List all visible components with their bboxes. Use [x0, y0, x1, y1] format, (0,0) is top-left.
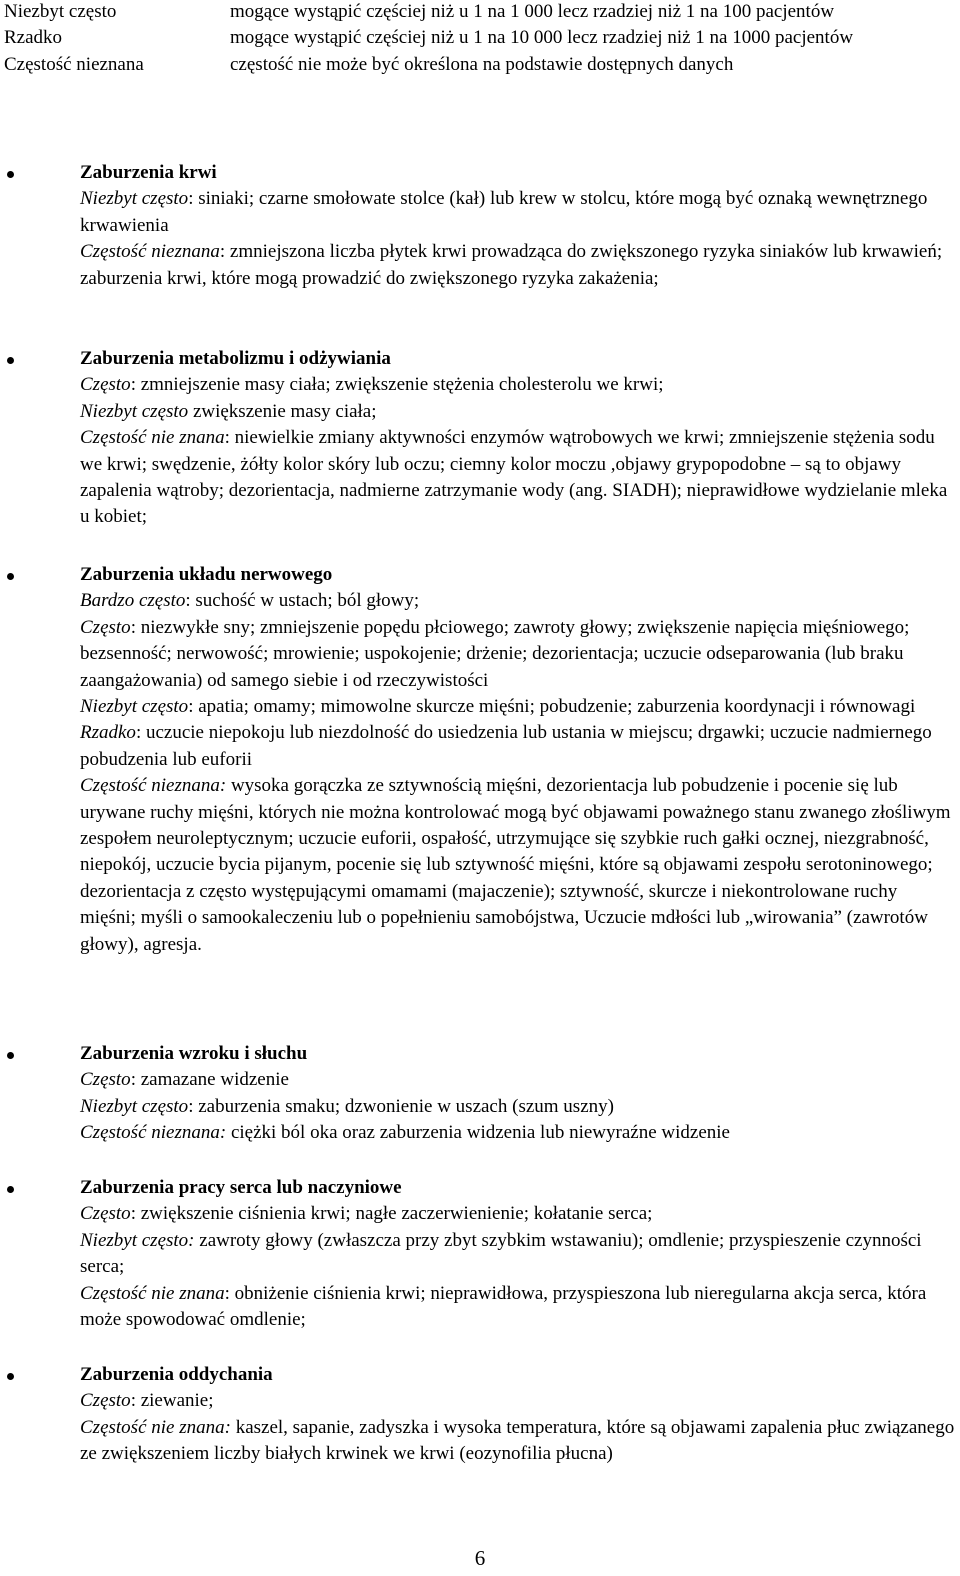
- frequency-label: Często: [80, 1069, 131, 1091]
- frequency-label: Niezbyt często: [80, 188, 189, 210]
- entry: Często: niezwykłe sny; zmniejszenie popędu płciowego; zawroty głowy; zwiększenie napięcia mięśniowego; bezsenność; nerwowość; mrowienie; uspokojenie; drżenie; dezorientacja; uczucie odseparowania (lub braku zaangażowania) od samego siebie i od rzeczywistości: [80, 616, 910, 691]
- frequency-label: Częstość nie znana: [80, 1282, 225, 1304]
- section-respiratory-disorders: [80, 1362, 956, 1468]
- entry-text: kaszel, sapanie, zadyszka i wysoka temperatura, które są objawami zapalenia płuc związanego ze zwiększeniem liczby białych krwinek we krwi (eozynofilia płucna): [80, 1416, 955, 1465]
- entry: Często: zwiększenie ciśnienia krwi; nagłe zaczerwienienie; kołatanie serca;: [80, 1203, 653, 1225]
- section-metabolism-disorders: [80, 346, 956, 531]
- entry-text: zawroty głowy (zwłaszcza przy zbyt szybkim wstawaniu); omdlenie; przyspieszenie czynności serca;: [80, 1229, 922, 1278]
- section-blood-disorders: [80, 160, 956, 292]
- entry-text: ciężki ból oka oraz zaburzenia widzenia lub niewyraźne widzenie: [230, 1122, 730, 1144]
- entry-text: niewielkie zmiany aktywności enzymów wątrobowych we krwi; zmniejszenie stężenia sodu we krwi; swędzenie, żółty kolor skóry lub oczu; ciemny kolor moczu ,objawy grypopodobne – są to objawy zapalenia wątroby; dezorientacja, nadmierne zatrzymanie wody (ang. SIADH); nieprawidłowe wydzielanie mleka u kobiet;: [80, 427, 948, 528]
- frequency-label: Niezbyt często: [80, 400, 189, 422]
- entry: [80, 1415, 956, 1468]
- section-title: Zaburzenia oddychania: [80, 1364, 273, 1385]
- frequency-row: [4, 0, 954, 25]
- bullet-icon: [7, 573, 14, 580]
- frequency-label: Częstość nieznana:: [80, 1122, 227, 1144]
- bullet-icon: [7, 1052, 14, 1059]
- frequency-label: Rzadko: [80, 722, 136, 744]
- entry-text: wysoka gorączka ze sztywnością mięśni, dezorientacja lub pobudzenie i pocenie się lub urywane ruchy mięśni, których nie można kontrolować mogą być objawami poważnego stanu zwanego złośliwym zespołem neuroleptycznym; uczucie euforii, ospałość, utrzymujące się szybkie ruch gałki ocznej, niezgrabność, niepokój, uczucie bycia pijanym, pocenie się lub sztywność mięśni, które są objawami zespołu serotoninowego; dezorientacja z często występującymi omamami (majaczenie); sztywność, skurcze i niekontrolowane ruchy mięśni; myśli o samookaleczeniu lub o popełnieniu samobójstwa, Uczucie mdłości lub „wirowania” (zawrotów głowy), agresja.: [80, 775, 951, 955]
- entry: Niezbyt często: siniaki; czarne smołowate stolce (kał) lub krew w stolcu, które mogą być oznaką wewnętrznego krwawienia: [80, 188, 928, 236]
- entry: Bardzo często: suchość w ustach; ból głowy;: [80, 590, 420, 612]
- entry: Często: zmniejszenie masy ciała; zwiększenie stężenia cholesterolu we krwi;: [80, 374, 664, 396]
- section-title: Zaburzenia krwi: [80, 162, 217, 183]
- entry: Niezbyt często: apatia; omamy; mimowolne skurcze mięśni; pobudzenie; zaburzenia koordynacji i równowagi: [80, 696, 916, 718]
- entry-text: zwiększenie masy ciała;: [192, 400, 377, 422]
- frequency-row: [4, 25, 954, 51]
- entry-text: siniaki; czarne smołowate stolce (kał) lub krew w stolcu, które mogą być oznaką wewnętrznego krwawienia: [80, 188, 928, 236]
- entry: Często: ziewanie;: [80, 1390, 214, 1412]
- frequency-label: Często: [80, 1390, 131, 1412]
- entry-text: zaburzenia smaku; dzwonienie w uszach (szum uszny): [198, 1095, 614, 1117]
- entry: Częstość nieznana: zmniejszona liczba płytek krwi prowadząca do zwiększonego ryzyka siniaków lub krwawień; zaburzenia krwi, które mogą prowadzić do zwiększonego ryzyka zakażenia;: [80, 241, 943, 289]
- section-title: Zaburzenia metabolizmu i odżywiania: [80, 348, 391, 369]
- bullet-icon: [7, 1373, 14, 1380]
- section-cardiovascular-disorders: [80, 1175, 956, 1333]
- frequency-description: mogące wystąpić częściej niż u 1 na 10 000 lecz rzadziej niż 1 na 1000 pacjentów: [230, 27, 854, 49]
- entry: Częstość nie znana: niewielkie zmiany aktywności enzymów wątrobowych we krwi; zmniejszenie stężenia sodu we krwi; swędzenie, żółty kolor skóry lub oczu; ciemny kolor moczu ,objawy grypopodobne – są to objawy zapalenia wątroby; dezorientacja, nadmierne zatrzymanie wody (ang. SIADH); nieprawidłowe wydzielanie mleka u kobiet;: [80, 427, 948, 528]
- entry-text: niezwykłe sny; zmniejszenie popędu płciowego; zawroty głowy; zwiększenie napięcia mięśniowego; bezsenność; nerwowość; mrowienie; uspokojenie; drżenie; dezorientacja; uczucie odseparowania (lub braku zaangażowania) od samego siebie i od rzeczywistości: [80, 616, 910, 691]
- entry: Niezbyt często: zaburzenia smaku; dzwonienie w uszach (szum uszny): [80, 1095, 614, 1117]
- frequency-row: [4, 52, 954, 78]
- frequency-term: Rzadko: [4, 27, 63, 49]
- entry-text: zwiększenie ciśnienia krwi; nagłe zaczerwienienie; kołatanie serca;: [140, 1203, 653, 1225]
- frequency-label: Częstość nie znana: [80, 427, 225, 449]
- entry-text: suchość w ustach; ból głowy;: [195, 590, 420, 612]
- entry: [80, 773, 956, 958]
- frequency-label: Częstość nieznana: [80, 241, 220, 263]
- frequency-description: mogące wystąpić częściej niż u 1 na 1 000 lecz rzadziej niż 1 na 100 pacjentów: [230, 1, 835, 22]
- bullet-icon: [7, 1186, 14, 1193]
- entry-text: ziewanie;: [140, 1390, 214, 1412]
- frequency-term: Niezbyt często: [4, 1, 117, 22]
- entry-text: zmniejszona liczba płytek krwi prowadząca do zwiększonego ryzyka siniaków lub krwawień; zaburzenia krwi, które mogą prowadzić do zwiększonego ryzyka zakażenia;: [80, 241, 943, 289]
- frequency-term: Częstość nieznana: [4, 53, 144, 75]
- entry: [80, 399, 956, 425]
- frequency-label: Niezbyt często:: [80, 1229, 195, 1251]
- entry-text: zmniejszenie masy ciała; zwiększenie stężenia cholesterolu we krwi;: [140, 374, 664, 396]
- page-number: 6: [474, 1546, 486, 1570]
- section-vision-hearing-disorders: [80, 1041, 956, 1147]
- entry-text: obniżenie ciśnienia krwi; nieprawidłowa, przyspieszona lub nieregularna akcja serca, która może spowodować omdlenie;: [80, 1282, 927, 1331]
- frequency-label: Często: [80, 616, 131, 638]
- entry: Często: zamazane widzenie: [80, 1069, 289, 1091]
- frequency-legend: [4, 0, 954, 78]
- entry: [80, 1120, 956, 1146]
- frequency-label: Często: [80, 1203, 131, 1225]
- section-title: Zaburzenia pracy serca lub naczyniowe: [80, 1177, 402, 1198]
- bullet-icon: [7, 357, 14, 364]
- section-title: Zaburzenia układu nerwowego: [80, 564, 333, 585]
- frequency-label: Niezbyt często: [80, 1095, 189, 1117]
- entry-text: zamazane widzenie: [140, 1069, 289, 1091]
- frequency-label: Bardzo często: [80, 590, 186, 612]
- frequency-label: Częstość nie znana:: [80, 1416, 231, 1438]
- frequency-description: częstość nie może być określona na podstawie dostępnych danych: [230, 53, 734, 75]
- frequency-label: Często: [80, 374, 131, 396]
- frequency-label: Niezbyt często: [80, 696, 189, 718]
- entry-text: apatia; omamy; mimowolne skurcze mięśni; pobudzenie; zaburzenia koordynacji i równowagi: [198, 696, 916, 718]
- section-nervous-system-disorders: [80, 562, 956, 958]
- section-title: Zaburzenia wzroku i słuchu: [80, 1043, 308, 1064]
- entry-text: uczucie niepokoju lub niezdolność do usiedzenia lub ustania w miejscu; drgawki; uczucie nadmiernego pobudzenia lub euforii: [80, 722, 932, 770]
- entry: Częstość nie znana: obniżenie ciśnienia krwi; nieprawidłowa, przyspieszona lub nieregularna akcja serca, która może spowodować omdlenie;: [80, 1282, 927, 1331]
- frequency-label: Częstość nieznana:: [80, 775, 227, 797]
- bullet-icon: [7, 171, 14, 178]
- entry: [80, 1228, 956, 1281]
- entry: Rzadko: uczucie niepokoju lub niezdolność do usiedzenia lub ustania w miejscu; drgawki; uczucie nadmiernego pobudzenia lub euforii: [80, 722, 932, 770]
